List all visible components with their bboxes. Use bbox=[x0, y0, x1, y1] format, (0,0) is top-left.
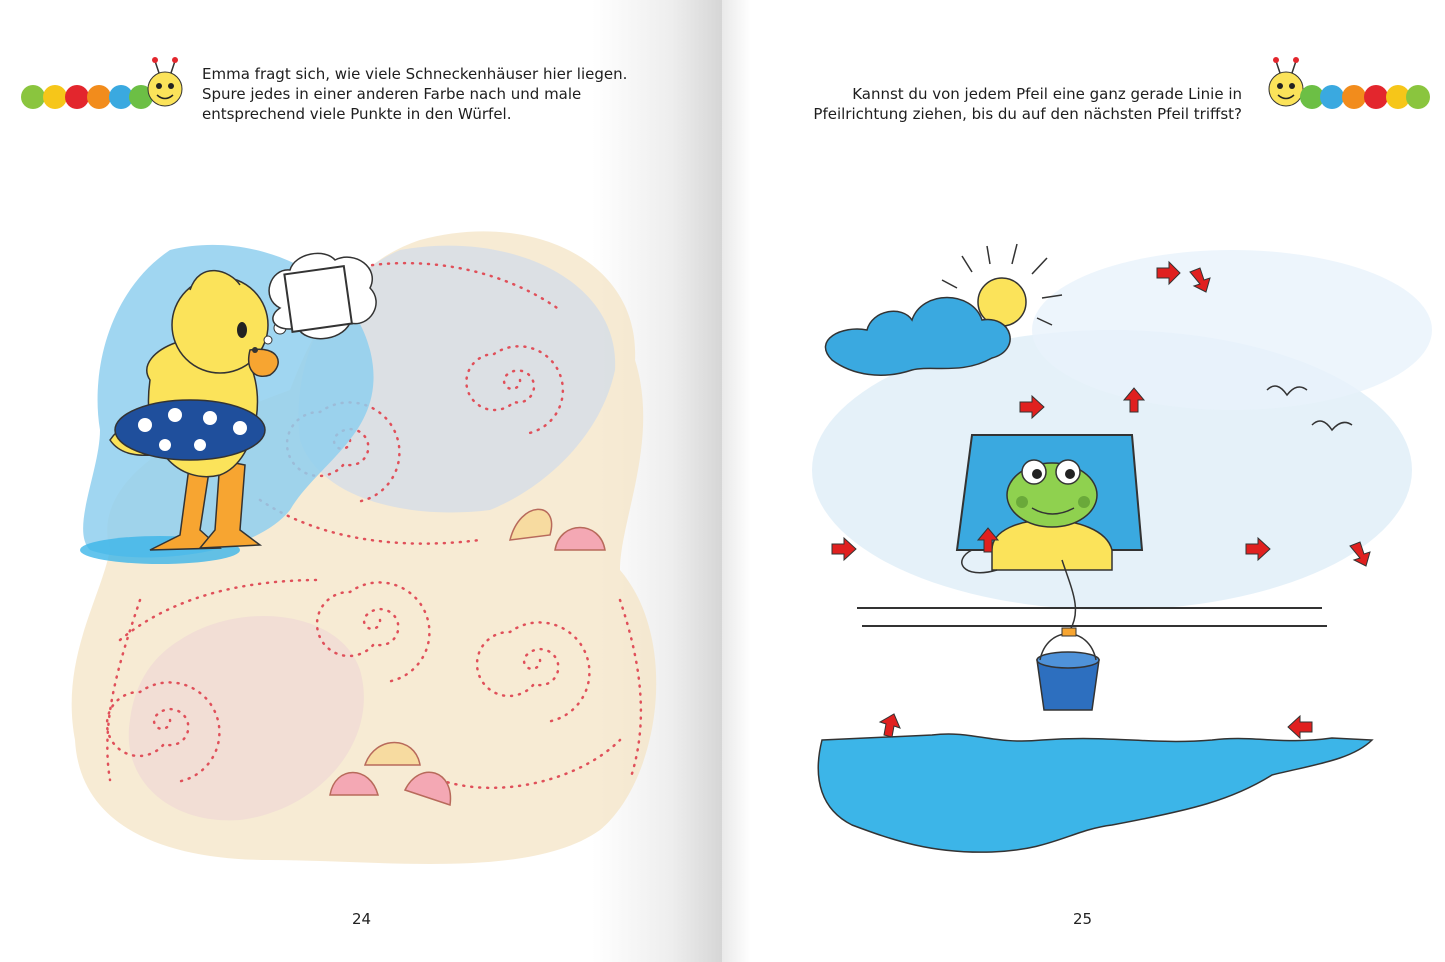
page-number: 25 bbox=[1073, 910, 1093, 928]
empty-die-square[interactable] bbox=[284, 266, 351, 332]
left-page bbox=[0, 0, 722, 962]
caterpillar-icon bbox=[15, 55, 190, 125]
instruction-line: Emma fragt sich, wie viele Schneckenhäuser hier liegen. bbox=[202, 65, 628, 83]
water-puddle bbox=[818, 734, 1372, 852]
instruction-line: Kannst du von jedem Pfeil eine ganz gerade Linie in bbox=[852, 85, 1242, 103]
arrow-puzzle-illustration bbox=[812, 240, 1445, 920]
instruction-line: Spure jedes in einer anderen Farbe nach und male bbox=[202, 85, 582, 103]
arrow-icon bbox=[1288, 716, 1312, 738]
instruction-line: entsprechend viele Punkte in den Würfel. bbox=[202, 105, 512, 123]
bucket-icon bbox=[1037, 628, 1099, 710]
caterpillar-icon bbox=[1260, 55, 1435, 125]
instruction-text-left bbox=[202, 64, 632, 124]
instruction-text-right bbox=[770, 84, 1242, 124]
page-number: 24 bbox=[352, 910, 372, 928]
right-page bbox=[722, 0, 1445, 962]
arrow-icon bbox=[832, 538, 856, 560]
arrow-icon bbox=[880, 714, 900, 737]
instruction-line: Pfeilrichtung ziehen, bis du auf den nächsten Pfeil triffst? bbox=[813, 105, 1242, 123]
arrow-icon bbox=[1350, 542, 1370, 566]
thought-bubble-die bbox=[260, 248, 385, 348]
